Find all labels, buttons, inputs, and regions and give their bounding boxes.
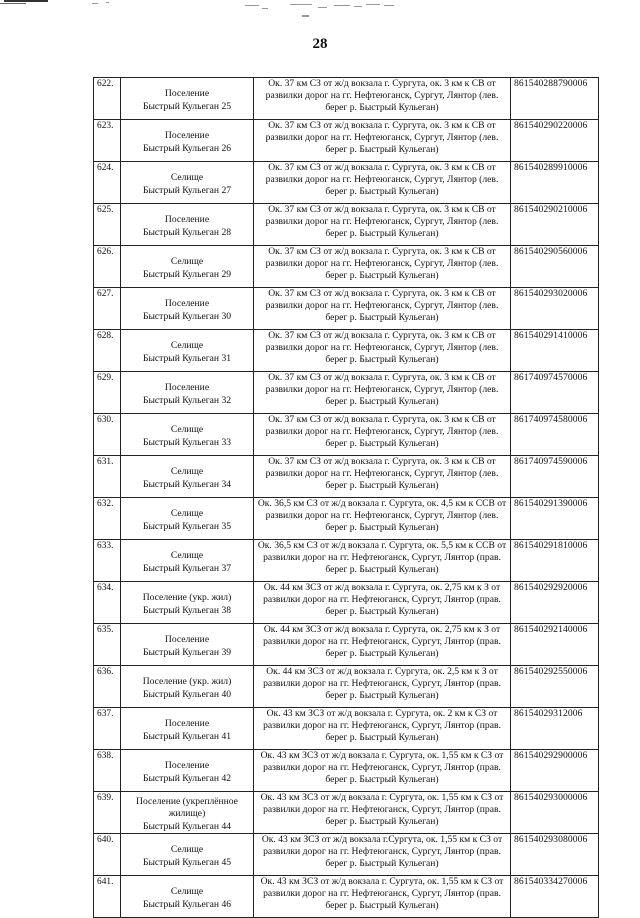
registry-code: 861540334270006 bbox=[511, 876, 599, 918]
site-location: Ок. 37 км СЗ от ж/д вокзала г. Сургута, ок. 3 км к СВ от развилки дорог на гг. Нефтеюганск, Сургут, Лянтор (лев. берег р. Быстрый Кульеган) bbox=[254, 330, 511, 372]
site-location: Ок. 37 км СЗ от ж/д вокзала г. Сургута, ок. 3 км к СВ от развилки дорог на гг. Нефтеюганск, Сургут, Лянтор (лев. берег р. Быстрый Кульеган) bbox=[254, 372, 511, 414]
row-number: 640. bbox=[94, 834, 121, 876]
table-row bbox=[94, 792, 599, 834]
site-name: Быстрый Кульеган 34 bbox=[142, 478, 232, 490]
site-name: Быстрый Кульеган 26 bbox=[142, 142, 232, 154]
row-number: 634. bbox=[94, 582, 121, 624]
row-number: 622. bbox=[94, 78, 121, 120]
registry-code: 861540290560006 bbox=[511, 246, 599, 288]
site-type: Поселение bbox=[164, 88, 210, 100]
site-name: Быстрый Кульеган 27 bbox=[142, 184, 232, 196]
site-name: Быстрый Кульеган 46 bbox=[142, 898, 232, 910]
registry-code: 861540289910006 bbox=[511, 162, 599, 204]
site-type: Поселение bbox=[164, 760, 210, 772]
table-row bbox=[94, 666, 599, 708]
site-location: Ок. 43 км ЗСЗ от ж/д вокзала г. Сургута, ок. 1,55 км к СЗ от развилки дорог на гг. Нефтеюганск, Сургут, Лянтор (прав. берег р. Быстрый Кульеган) bbox=[254, 876, 511, 918]
registry-code: 861540292140006 bbox=[511, 624, 599, 666]
site-location: Ок. 44 км ЗСЗ от ж/д вокзала г. Сургута, ок. 2,75 км к З от развилки дорог на гг. Нефтеюганск, Сургут, Лянтор (прав. берег р. Быстрый Кульеган) bbox=[254, 582, 511, 624]
registry-code: 861540291410006 bbox=[511, 330, 599, 372]
row-number: 629. bbox=[94, 372, 121, 414]
site-name-cell bbox=[121, 162, 254, 204]
registry-code: 861740974570006 bbox=[511, 372, 599, 414]
site-type: Селище bbox=[170, 886, 204, 898]
registry-code: 861540290220006 bbox=[511, 120, 599, 162]
site-type: Селище bbox=[170, 256, 204, 268]
table-row bbox=[94, 78, 599, 120]
site-location: Ок. 43 км ЗСЗ от ж/д вокзала г. Сургута, ок. 2 км к СЗ от развилки дорог на гг. Нефтеюганск, Сургут, Лянтор (прав. берег р. Быстрый Кульеган) bbox=[254, 708, 511, 750]
page-number: 28 bbox=[312, 36, 328, 52]
site-location: Ок. 43 км ЗСЗ от ж/д вокзала г. Сургута, ок. 1,55 км к СЗ от развилки дорог на гг. Нефтеюганск, Сургут, Лянтор (прав. берег р. Быстрый Кульеган) bbox=[254, 750, 511, 792]
row-number: 624. bbox=[94, 162, 121, 204]
table-row bbox=[94, 162, 599, 204]
registry-code: 861540292920006 bbox=[511, 582, 599, 624]
site-name: Быстрый Кульеган 39 bbox=[142, 646, 232, 658]
site-name-cell bbox=[121, 624, 254, 666]
site-location: Ок. 36,5 км СЗ от ж/д вокзала г. Сургута, ок. 5,5 км к ССВ от развилки дорог на гг. Нефтеюганск, Сургут, Лянтор (прав. берег р. Быстрый Кульеган) bbox=[254, 540, 511, 582]
site-type: Селище bbox=[170, 340, 204, 352]
site-name-cell bbox=[121, 498, 254, 540]
row-number: 631. bbox=[94, 456, 121, 498]
site-name-cell bbox=[121, 792, 254, 834]
site-name: Быстрый Кульеган 29 bbox=[142, 268, 232, 280]
site-type: Поселение bbox=[164, 130, 210, 142]
table-row bbox=[94, 498, 599, 540]
site-type: Селище bbox=[170, 424, 204, 436]
site-name: Быстрый Кульеган 35 bbox=[142, 520, 232, 532]
site-name-cell bbox=[121, 456, 254, 498]
table-row bbox=[94, 246, 599, 288]
row-number: 638. bbox=[94, 750, 121, 792]
table-row bbox=[94, 876, 599, 918]
site-name: Быстрый Кульеган 37 bbox=[142, 562, 232, 574]
registry-code: 861540291810006 bbox=[511, 540, 599, 582]
row-number: 636. bbox=[94, 666, 121, 708]
row-number: 641. bbox=[94, 876, 121, 918]
table-row bbox=[94, 456, 599, 498]
site-type: Поселение (укреплённое жилище) bbox=[136, 796, 238, 820]
site-location: Ок. 44 км ЗСЗ от ж/д вокзала г. Сургута, ок. 2,5 км к З от развилки дорог на гг. Нефтеюганск, Сургут, Лянтор (прав. берег р. Быстрый Кульеган) bbox=[254, 666, 511, 708]
site-name: Быстрый Кульеган 38 bbox=[142, 604, 232, 616]
site-name: Быстрый Кульеган 44 bbox=[142, 820, 232, 832]
site-location: Ок. 37 км СЗ от ж/д вокзала г. Сургута, ок. 3 км к СВ от развилки дорог на гг. Нефтеюганск, Сургут, Лянтор (лев. берег р. Быстрый Кульеган) bbox=[254, 414, 511, 456]
registry-code: 861540290210006 bbox=[511, 204, 599, 246]
scan-artifact-marks bbox=[0, 0, 640, 30]
site-type: Поселение bbox=[164, 634, 210, 646]
registry-code: 861540293080006 bbox=[511, 834, 599, 876]
site-name: Быстрый Кульеган 42 bbox=[142, 772, 232, 784]
site-name-cell bbox=[121, 834, 254, 876]
site-type: Селище bbox=[170, 844, 204, 856]
table-row bbox=[94, 204, 599, 246]
heritage-sites-table bbox=[93, 77, 599, 918]
registry-code: 861540292550006 bbox=[511, 666, 599, 708]
registry-code: 861540288790006 bbox=[511, 78, 599, 120]
table-row bbox=[94, 330, 599, 372]
site-type: Поселение (укр. жил) bbox=[142, 592, 232, 604]
site-name-cell bbox=[121, 330, 254, 372]
site-type: Селище bbox=[170, 172, 204, 184]
site-name-cell bbox=[121, 78, 254, 120]
site-location: Ок. 37 км СЗ от ж/д вокзала г. Сургута, ок. 3 км к СВ от развилки дорог на гг. Нефтеюганск, Сургут, Лянтор (лев. берег р. Быстрый Кульеган) bbox=[254, 120, 511, 162]
site-type: Поселение bbox=[164, 298, 210, 310]
row-number: 630. bbox=[94, 414, 121, 456]
site-location: Ок. 37 км СЗ от ж/д вокзала г. Сургута, ок. 3 км к СВ от развилки дорог на гг. Нефтеюганск, Сургут, Лянтор (лев. берег р. Быстрый Кульеган) bbox=[254, 246, 511, 288]
site-location: Ок. 43 км ЗСЗ от ж/д вокзала г.Сургута, ок. 1,55 км к СЗ от развилки дорог на гг. Нефтеюганск, Сургут, Лянтор (прав. берег р. Быстрый Кульеган) bbox=[254, 834, 511, 876]
site-location: Ок. 37 км СЗ от ж/д вокзала г. Сургута, ок. 3 км к СВ от развилки дорог на гг. Нефтеюганск, Сургут, Лянтор (лев. берег р. Быстрый Кульеган) bbox=[254, 162, 511, 204]
row-number: 628. bbox=[94, 330, 121, 372]
row-number: 637. bbox=[94, 708, 121, 750]
registry-code: 861540291390006 bbox=[511, 498, 599, 540]
site-name-cell bbox=[121, 372, 254, 414]
row-number: 639. bbox=[94, 792, 121, 834]
table-row bbox=[94, 414, 599, 456]
site-location: Ок. 44 км ЗСЗ от ж/д вокзала г. Сургута, ок. 2,75 км к З от развилки дорог на гг. Нефтеюганск, Сургут, Лянтор (прав. берег р. Быстрый Кульеган) bbox=[254, 624, 511, 666]
site-name-cell bbox=[121, 666, 254, 708]
site-name: Быстрый Кульеган 28 bbox=[142, 226, 232, 238]
site-name-cell bbox=[121, 120, 254, 162]
site-location: Ок. 36,5 км СЗ от ж/д вокзала г. Сургута, ок. 4,5 км к ССВ от развилки дорог на гг. Нефтеюганск, Сургут, Лянтор (лев. берег р. Быстрый Кульеган) bbox=[254, 498, 511, 540]
site-name: Быстрый Кульеган 25 bbox=[142, 100, 232, 112]
site-name-cell bbox=[121, 582, 254, 624]
site-type: Селище bbox=[170, 550, 204, 562]
row-number: 632. bbox=[94, 498, 121, 540]
registry-code: 861740974580006 bbox=[511, 414, 599, 456]
site-name-cell bbox=[121, 708, 254, 750]
site-location: Ок. 43 км ЗСЗ от ж/д вокзала г. Сургута, ок. 1,55 км к СЗ от развилки дорог на гг. Нефтеюганск, Сургут, Лянтор (прав. берег р. Быстрый Кульеган) bbox=[254, 792, 511, 834]
site-type: Поселение bbox=[164, 214, 210, 226]
table-row bbox=[94, 582, 599, 624]
table-row bbox=[94, 540, 599, 582]
table-row bbox=[94, 708, 599, 750]
site-type: Селище bbox=[170, 466, 204, 478]
site-name: Быстрый Кульеган 45 bbox=[142, 856, 232, 868]
site-type: Поселение bbox=[164, 718, 210, 730]
registry-code: 86154029312006 bbox=[511, 708, 599, 750]
site-location: Ок. 37 км СЗ от ж/д вокзала г. Сургута, ок. 3 км к СВ от развилки дорог на гг. Нефтеюганск, Сургут, Лянтор (лев. берег р. Быстрый Кульеган) bbox=[254, 78, 511, 120]
site-name: Быстрый Кульеган 32 bbox=[142, 394, 232, 406]
registry-code: 861740974590006 bbox=[511, 456, 599, 498]
row-number: 627. bbox=[94, 288, 121, 330]
site-name: Быстрый Кульеган 40 bbox=[142, 688, 232, 700]
table-row bbox=[94, 288, 599, 330]
site-location: Ок. 37 км СЗ от ж/д вокзала г. Сургута, ок. 3 км к СВ от развилки дорог на гг. Нефтеюганск, Сургут, Лянтор (лев. берег р. Быстрый Кульеган) bbox=[254, 288, 511, 330]
table-row bbox=[94, 624, 599, 666]
registry-code: 861540293000006 bbox=[511, 792, 599, 834]
site-name: Быстрый Кульеган 33 bbox=[142, 436, 232, 448]
table-row bbox=[94, 750, 599, 792]
site-type: Селище bbox=[170, 508, 204, 520]
site-location: Ок. 37 км СЗ от ж/д вокзала г. Сургута, ок. 3 км к СВ от развилки дорог на гг. Нефтеюганск, Сургут, Лянтор (лев. берег р. Быстрый Кульеган) bbox=[254, 204, 511, 246]
site-type: Поселение (укр. жил) bbox=[142, 676, 232, 688]
site-name-cell bbox=[121, 876, 254, 918]
registry-code: 861540293020006 bbox=[511, 288, 599, 330]
row-number: 623. bbox=[94, 120, 121, 162]
row-number: 635. bbox=[94, 624, 121, 666]
site-name-cell bbox=[121, 246, 254, 288]
table-row bbox=[94, 834, 599, 876]
table-row bbox=[94, 372, 599, 414]
row-number: 633. bbox=[94, 540, 121, 582]
site-name-cell bbox=[121, 540, 254, 582]
table-row bbox=[94, 120, 599, 162]
site-name-cell bbox=[121, 204, 254, 246]
row-number: 625. bbox=[94, 204, 121, 246]
site-name-cell bbox=[121, 750, 254, 792]
site-name: Быстрый Кульеган 30 bbox=[142, 310, 232, 322]
site-type: Поселение bbox=[164, 382, 210, 394]
registry-code: 861540292900006 bbox=[511, 750, 599, 792]
site-name: Быстрый Кульеган 41 bbox=[142, 730, 232, 742]
site-name: Быстрый Кульеган 31 bbox=[142, 352, 232, 364]
site-location: Ок. 37 км СЗ от ж/д вокзала г. Сургута, ок. 3 км к СВ от развилки дорог на гг. Нефтеюганск, Сургут, Лянтор (лев. берег р. Быстрый Кульеган) bbox=[254, 456, 511, 498]
site-name-cell bbox=[121, 414, 254, 456]
row-number: 626. bbox=[94, 246, 121, 288]
site-name-cell bbox=[121, 288, 254, 330]
